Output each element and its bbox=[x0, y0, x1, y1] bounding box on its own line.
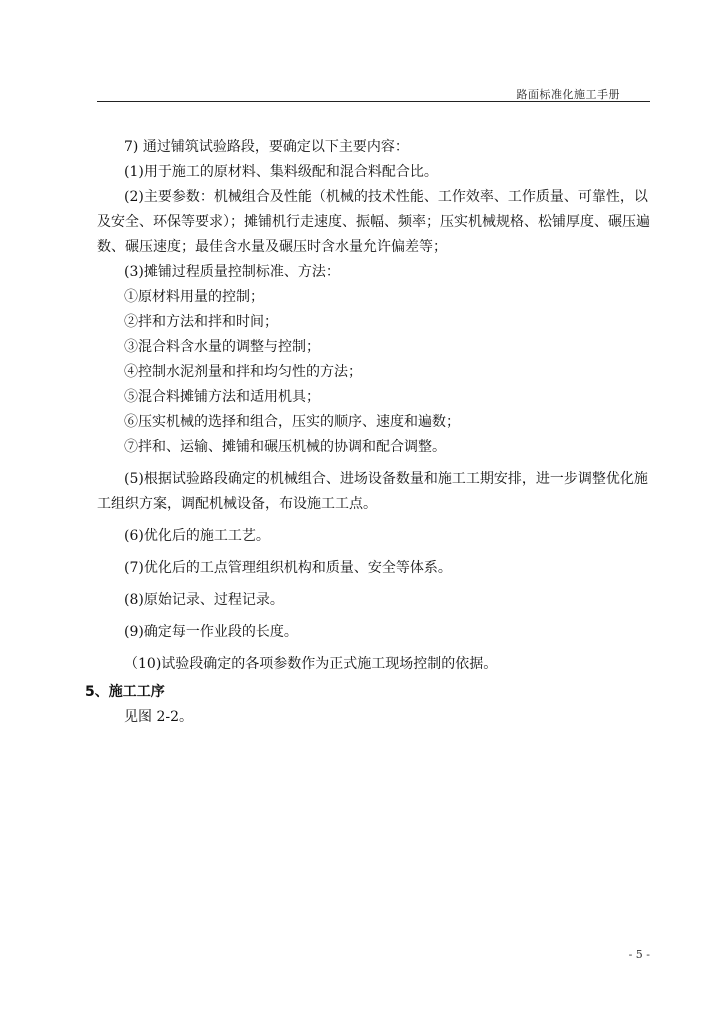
list-item: (5)根据试验路段确定的机械组合、进场设备数量和施工工期安排，进一步调整优化施工组织方案，调配机械设备，布设施工工点。 bbox=[97, 471, 648, 512]
list-item: ①原材料用量的控制； bbox=[124, 289, 264, 305]
header-divider bbox=[97, 101, 650, 102]
list-item: (6)优化后的施工工艺。 bbox=[124, 528, 270, 544]
section-body: 见图 2-2。 bbox=[124, 709, 193, 725]
list-item: ⑦拌和、运输、摊铺和碾压机械的协调和配合调整。 bbox=[124, 439, 446, 455]
document-body bbox=[85, 135, 652, 730]
list-item: (2)主要参数：机械组合及性能（机械的技术性能、工作效率、工作质量、可靠性，以及安全、环保等要求）；摊铺机行走速度、振幅、频率；压实机械规格、松铺厚度、碾压遍数、碾压速度；最佳含水量及碾压时含水量允许偏差等； bbox=[97, 189, 650, 255]
list-item: ④控制水泥剂量和拌和均匀性的方法； bbox=[124, 364, 362, 380]
running-header-title: 路面标准化施工手册 bbox=[516, 88, 620, 101]
list-item: ②拌和方法和拌和时间； bbox=[124, 314, 278, 330]
list-item: (8)原始记录、过程记录。 bbox=[124, 592, 284, 608]
list-item: ③混合料含水量的调整与控制； bbox=[124, 339, 320, 355]
page-number: - 5 - bbox=[628, 948, 650, 961]
list-item: (3)摊铺过程质量控制标准、方法： bbox=[124, 264, 340, 280]
list-item: (7)优化后的工点管理组织机构和质量、安全等体系。 bbox=[124, 560, 452, 576]
list-item: （10)试验段确定的各项参数作为正式施工现场控制的依据。 bbox=[124, 656, 498, 672]
section-heading: 5、施工工序 bbox=[85, 684, 165, 700]
list-item: (9)确定每一作业段的长度。 bbox=[124, 624, 298, 640]
list-item: 7) 通过铺筑试验路段，要确定以下主要内容： bbox=[124, 139, 409, 155]
list-item: ⑥压实机械的选择和组合，压实的顺序、速度和遍数； bbox=[124, 414, 460, 430]
list-item: ⑤混合料摊铺方法和适用机具； bbox=[124, 389, 320, 405]
list-item: (1)用于施工的原材料、集料级配和混合料配合比。 bbox=[124, 164, 438, 180]
